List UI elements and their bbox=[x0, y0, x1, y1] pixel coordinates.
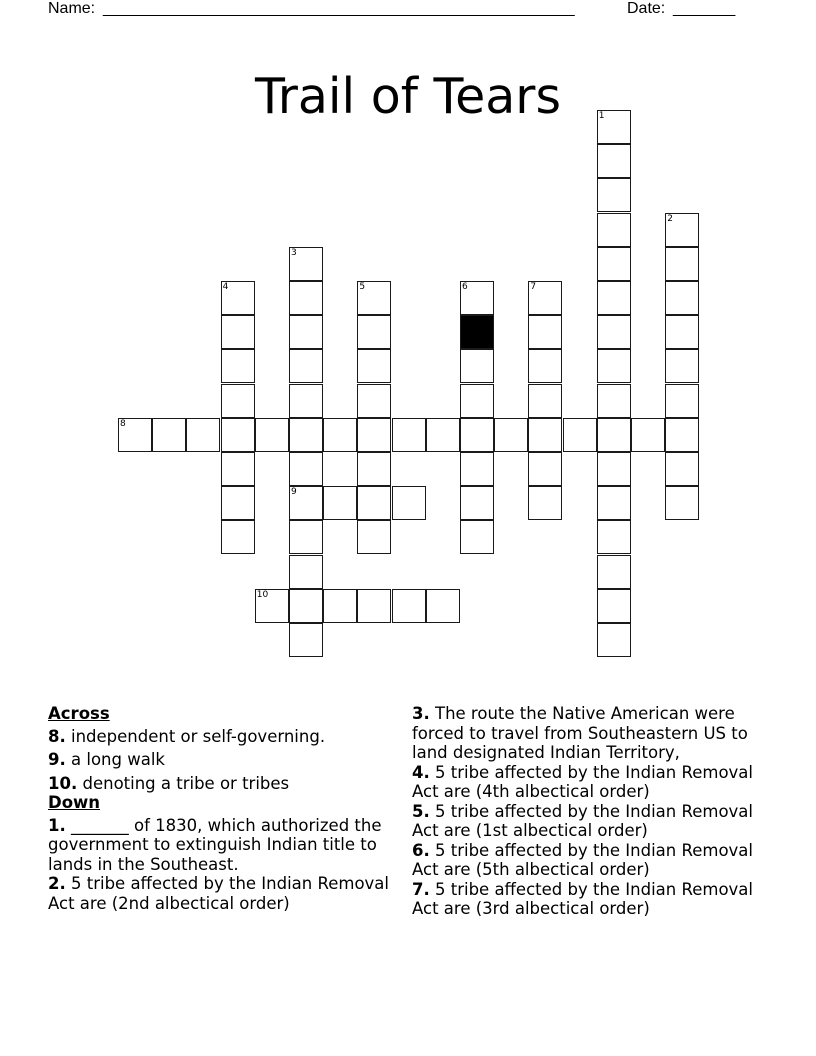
clue-number: 2. bbox=[48, 874, 66, 893]
clue-number: 5. bbox=[412, 801, 430, 821]
answer-cell[interactable] bbox=[392, 418, 426, 452]
clue-down-4 bbox=[412, 763, 772, 802]
answer-cell[interactable] bbox=[357, 589, 391, 623]
answer-cell[interactable] bbox=[597, 178, 631, 212]
answer-cell[interactable] bbox=[357, 281, 391, 315]
answer-cell[interactable] bbox=[665, 213, 699, 247]
answer-cell[interactable] bbox=[665, 384, 699, 418]
name-label: Name: bbox=[48, 0, 96, 17]
clue-number: 9. bbox=[48, 750, 66, 769]
clue-number: 7. bbox=[412, 879, 430, 899]
answer-cell[interactable] bbox=[221, 452, 255, 486]
clue-number-label: 10 bbox=[256, 589, 269, 600]
answer-cell[interactable] bbox=[392, 589, 426, 623]
clue-down-3 bbox=[412, 704, 772, 763]
date-blank-line[interactable]: _______ bbox=[673, 0, 736, 17]
answer-cell[interactable] bbox=[186, 418, 220, 452]
clue-number: 10. bbox=[48, 773, 78, 793]
black-square bbox=[460, 315, 494, 349]
clue-number-label: 7 bbox=[530, 282, 537, 292]
answer-cell[interactable] bbox=[289, 247, 323, 281]
across-heading: Across bbox=[48, 704, 110, 723]
clue-number-label: 3 bbox=[291, 247, 297, 258]
clue-down-1 bbox=[48, 816, 398, 875]
answer-cell[interactable] bbox=[289, 486, 323, 520]
answer-cell[interactable] bbox=[289, 623, 323, 657]
answer-cell[interactable] bbox=[289, 384, 323, 418]
answer-cell[interactable] bbox=[426, 589, 460, 623]
clue-text: The route the Native American were forced to travel from Southeastern US to land designated Indian Territory, bbox=[412, 704, 748, 762]
clue-text: _______ of 1830, which authorized the government to extinguish Indian title to lands in the Southeast. bbox=[48, 815, 382, 874]
answer-cell[interactable] bbox=[597, 247, 631, 281]
answer-cell[interactable] bbox=[323, 418, 357, 452]
answer-cell[interactable] bbox=[597, 213, 631, 247]
answer-cell[interactable] bbox=[289, 281, 323, 315]
answer-cell[interactable] bbox=[528, 486, 562, 520]
clue-text: denoting a tribe or tribes bbox=[82, 773, 290, 793]
answer-cell[interactable] bbox=[357, 384, 391, 418]
clue-number: 1. bbox=[48, 815, 66, 835]
answer-cell[interactable] bbox=[221, 349, 255, 383]
answer-cell[interactable] bbox=[665, 452, 699, 486]
answer-cell[interactable] bbox=[460, 281, 494, 315]
answer-cell[interactable] bbox=[597, 349, 631, 383]
answer-cell[interactable] bbox=[357, 452, 391, 486]
clue-down-6 bbox=[412, 841, 772, 880]
answer-cell[interactable] bbox=[323, 486, 357, 520]
answer-cell[interactable] bbox=[460, 486, 494, 520]
clue-number: 4. bbox=[412, 762, 430, 782]
answer-cell[interactable] bbox=[221, 384, 255, 418]
answer-cell[interactable] bbox=[528, 418, 562, 452]
clue-number-label: 6 bbox=[462, 282, 468, 292]
answer-cell[interactable] bbox=[563, 418, 597, 452]
answer-cell[interactable] bbox=[597, 384, 631, 418]
clue-number-label: 1 bbox=[598, 111, 605, 121]
clue-number-label: 8 bbox=[120, 418, 126, 429]
clue-down-7 bbox=[412, 880, 772, 919]
answer-cell[interactable] bbox=[665, 247, 699, 281]
clue-text: 5 tribe affected by the Indian Removal Act are (1st albectical order) bbox=[412, 801, 753, 840]
answer-cell[interactable] bbox=[665, 349, 699, 383]
answer-cell[interactable] bbox=[289, 452, 323, 486]
answer-cell[interactable] bbox=[289, 555, 323, 589]
answer-cell[interactable] bbox=[528, 315, 562, 349]
answer-cell[interactable] bbox=[357, 486, 391, 520]
clues-left-column bbox=[48, 704, 398, 913]
name-blank-line[interactable]: _____________________________________________________ bbox=[103, 0, 575, 17]
answer-cell[interactable] bbox=[665, 281, 699, 315]
clue-text: a long walk bbox=[71, 750, 165, 769]
clue-down-5 bbox=[412, 802, 772, 841]
answer-cell[interactable] bbox=[460, 418, 494, 452]
answer-cell[interactable] bbox=[460, 349, 494, 383]
clue-number-label: 4 bbox=[222, 282, 229, 292]
clue-text: 5 tribe affected by the Indian Removal Act are (2nd albectical order) bbox=[48, 874, 389, 913]
answer-cell[interactable] bbox=[255, 418, 289, 452]
clue-across-8 bbox=[48, 727, 398, 747]
answer-cell[interactable] bbox=[221, 315, 255, 349]
answer-cell[interactable] bbox=[528, 452, 562, 486]
answer-cell[interactable] bbox=[221, 486, 255, 520]
date-label: Date: bbox=[627, 0, 666, 17]
answer-cell[interactable] bbox=[460, 384, 494, 418]
clue-across-10 bbox=[48, 774, 398, 794]
page-title: Trail of Tears bbox=[255, 67, 561, 125]
answer-cell[interactable] bbox=[289, 589, 323, 623]
answer-cell[interactable] bbox=[631, 418, 665, 452]
clue-number: 6. bbox=[412, 840, 430, 860]
clue-down-2 bbox=[48, 874, 398, 913]
answer-cell[interactable] bbox=[528, 281, 562, 315]
answer-cell[interactable] bbox=[597, 589, 631, 623]
answer-cell[interactable] bbox=[392, 486, 426, 520]
down-heading: Down bbox=[48, 793, 101, 812]
answer-cell[interactable] bbox=[665, 418, 699, 452]
answer-cell[interactable] bbox=[289, 520, 323, 554]
answer-cell[interactable] bbox=[221, 418, 255, 452]
answer-cell[interactable] bbox=[665, 486, 699, 520]
answer-cell[interactable] bbox=[528, 349, 562, 383]
answer-cell[interactable] bbox=[357, 418, 391, 452]
answer-cell[interactable] bbox=[597, 281, 631, 315]
answer-cell[interactable] bbox=[597, 452, 631, 486]
answer-cell[interactable] bbox=[152, 418, 186, 452]
clue-text: 5 tribe affected by the Indian Removal Act are (5th albectical order) bbox=[412, 840, 753, 879]
answer-cell[interactable] bbox=[597, 520, 631, 554]
answer-cell[interactable] bbox=[597, 486, 631, 520]
answer-cell[interactable] bbox=[665, 315, 699, 349]
answer-cell[interactable] bbox=[597, 623, 631, 657]
clue-number-label: 2 bbox=[667, 213, 673, 224]
clue-number: 3. bbox=[412, 704, 430, 723]
answer-cell[interactable] bbox=[597, 110, 631, 144]
answer-cell[interactable] bbox=[289, 418, 323, 452]
answer-cell[interactable] bbox=[494, 418, 528, 452]
answer-cell[interactable] bbox=[323, 589, 357, 623]
answer-cell[interactable] bbox=[597, 144, 631, 178]
clues-right-column bbox=[412, 704, 772, 919]
answer-cell[interactable] bbox=[597, 315, 631, 349]
answer-cell[interactable] bbox=[221, 520, 255, 554]
answer-cell[interactable] bbox=[426, 418, 460, 452]
clue-number: 8. bbox=[48, 726, 66, 746]
answer-cell[interactable] bbox=[597, 418, 631, 452]
answer-cell[interactable] bbox=[118, 418, 152, 452]
answer-cell[interactable] bbox=[289, 349, 323, 383]
clue-text: independent or self-governing. bbox=[71, 726, 326, 746]
clue-text: 5 tribe affected by the Indian Removal Act are (3rd albectical order) bbox=[412, 879, 753, 918]
answer-cell[interactable] bbox=[255, 589, 289, 623]
answer-cell[interactable] bbox=[357, 315, 391, 349]
answer-cell[interactable] bbox=[460, 520, 494, 554]
clue-number-label: 5 bbox=[359, 282, 366, 292]
answer-cell[interactable] bbox=[460, 452, 494, 486]
answer-cell[interactable] bbox=[528, 384, 562, 418]
answer-cell[interactable] bbox=[221, 281, 255, 315]
answer-cell[interactable] bbox=[597, 555, 631, 589]
answer-cell[interactable] bbox=[357, 520, 391, 554]
answer-cell[interactable] bbox=[357, 349, 391, 383]
clue-across-9 bbox=[48, 750, 398, 770]
clue-number-label: 9 bbox=[291, 487, 297, 498]
clue-text: 5 tribe affected by the Indian Removal Act are (4th albectical order) bbox=[412, 762, 753, 801]
answer-cell[interactable] bbox=[289, 315, 323, 349]
